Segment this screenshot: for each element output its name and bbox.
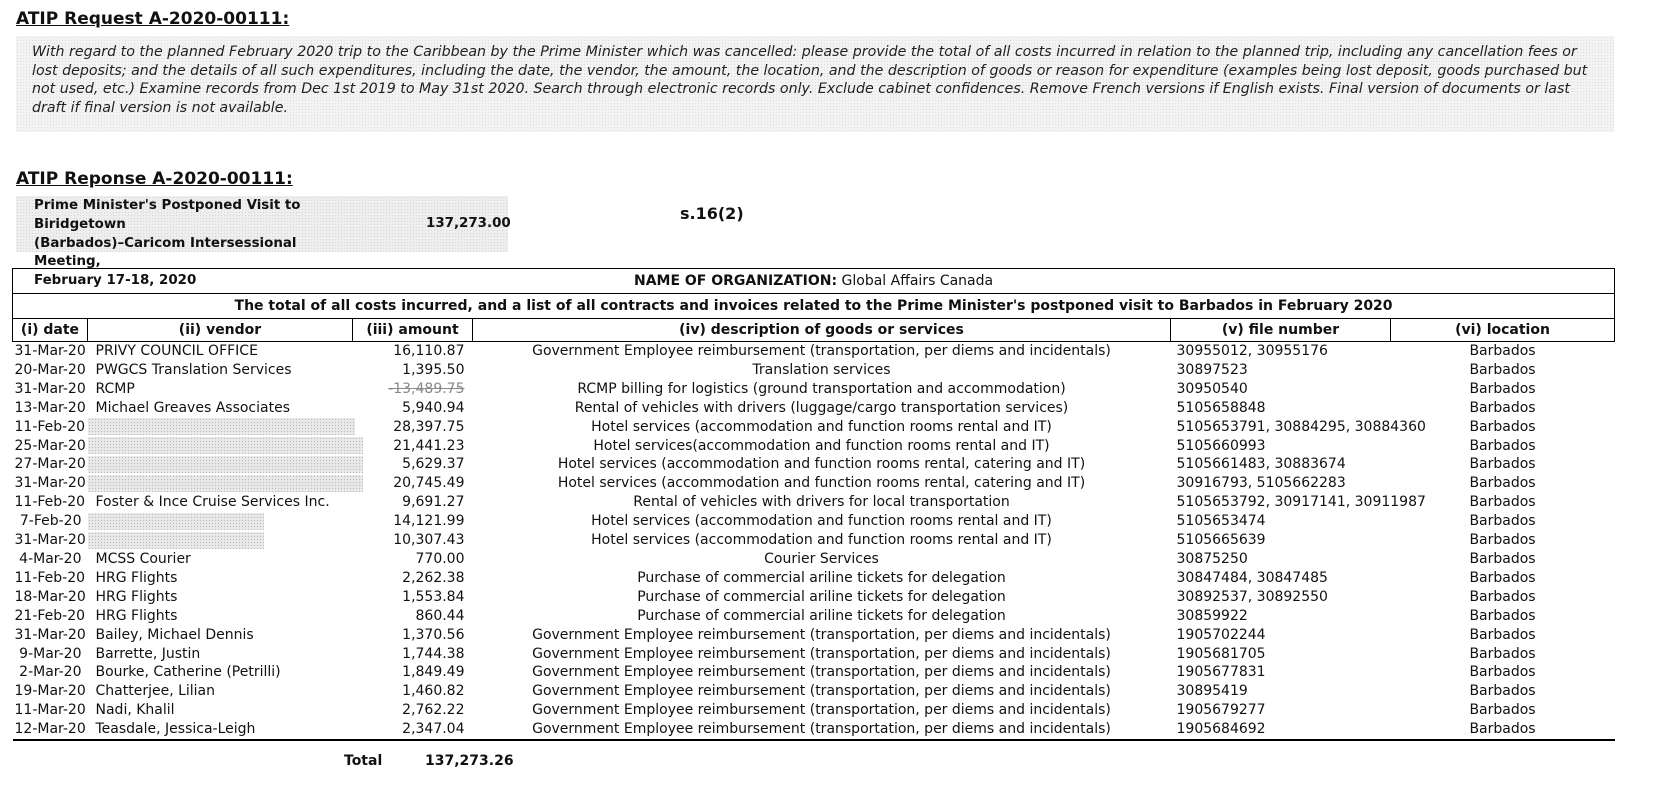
cell-file-number-text: 5105665639 — [1176, 532, 1266, 549]
cell-date — [13, 701, 88, 720]
table-row — [13, 645, 1615, 664]
cell-amount — [353, 437, 473, 456]
cell-date-text: 4-Mar-20 — [19, 550, 82, 567]
cell-description-text: Translation services — [752, 361, 891, 378]
cell-amount — [353, 531, 473, 550]
cell-date — [13, 682, 88, 701]
cell-date-text: 31-Mar-20 — [14, 343, 86, 359]
cell-amount-text: 860.44 — [415, 607, 465, 624]
cell-vendor-text: HRG Flights — [95, 607, 178, 624]
cell-vendor — [88, 361, 353, 380]
table-row — [13, 720, 1615, 740]
table-row — [13, 474, 1615, 493]
organization-name: Global Affairs Canada — [841, 273, 994, 289]
cell-amount-text: 21,441.23 — [393, 437, 465, 454]
cell-vendor — [88, 607, 353, 626]
cell-date — [13, 550, 88, 569]
cell-location-text: Barbados — [1469, 532, 1536, 549]
cell-amount — [353, 455, 473, 474]
cell-vendor-text: Barrette, Justin — [95, 645, 201, 662]
cell-location — [1391, 607, 1615, 626]
expenditure-table — [12, 268, 1615, 741]
cell-date-text: 27-Mar-20 — [14, 456, 86, 473]
cell-amount — [353, 607, 473, 626]
cell-file-number — [1171, 474, 1391, 493]
cell-description-text: Purchase of commercial ariline tickets for delegation — [637, 569, 1006, 586]
redaction-block — [88, 513, 264, 530]
cell-vendor — [88, 701, 353, 720]
cell-amount — [353, 361, 473, 380]
cell-description — [473, 626, 1171, 645]
cell-description — [473, 645, 1171, 664]
cell-description — [473, 682, 1171, 701]
cell-file-number — [1171, 380, 1391, 399]
cell-description — [473, 663, 1171, 682]
cell-description — [473, 720, 1171, 740]
cell-date-text: 11-Feb-20 — [14, 569, 86, 586]
cell-file-number — [1171, 531, 1391, 550]
cell-location-text: Barbados — [1469, 418, 1536, 435]
cell-amount — [353, 512, 473, 531]
cell-location-text: Barbados — [1469, 607, 1536, 624]
section-reference: s.16(2) — [680, 204, 744, 223]
cell-file-number — [1171, 418, 1426, 437]
cell-location — [1391, 569, 1615, 588]
cell-file-number-text: 30895419 — [1176, 683, 1248, 700]
cell-amount-text: 28,397.75 — [393, 418, 465, 435]
cell-amount — [353, 569, 473, 588]
cell-description — [473, 380, 1171, 399]
cell-location — [1391, 380, 1615, 399]
cell-description — [473, 399, 1171, 418]
cell-description-text: Rental of vehicles with drivers (luggage/cargo transportation services) — [574, 399, 1069, 416]
cell-amount-text: 9,691.27 — [402, 494, 465, 511]
cell-amount-text: 1,849.49 — [402, 664, 465, 681]
cell-location-text: Barbados — [1469, 380, 1536, 397]
cell-date — [13, 418, 88, 437]
cell-amount — [353, 626, 473, 645]
cell-location-text: Barbados — [1469, 475, 1536, 492]
cell-location — [1391, 645, 1615, 664]
table-row — [13, 512, 1615, 531]
cell-date — [13, 569, 88, 588]
table-row — [13, 418, 1615, 437]
cell-file-number — [1171, 569, 1391, 588]
cell-location — [1391, 531, 1615, 550]
cell-date-text: 31-Mar-20 — [14, 475, 86, 492]
header-date: (i) date — [13, 319, 88, 342]
table-row — [13, 399, 1615, 418]
cell-date-text: 11-Feb-20 — [14, 418, 86, 435]
cell-description-text: Government Employee reimbursement (transportation, per diems and incidentals) — [532, 626, 1111, 643]
cell-description — [473, 550, 1171, 569]
cell-date-text: 31-Mar-20 — [14, 626, 86, 643]
cell-location-text: Barbados — [1469, 664, 1536, 681]
cell-file-number — [1171, 588, 1391, 607]
cell-vendor — [88, 588, 353, 607]
cell-description — [473, 569, 1171, 588]
cell-date — [13, 645, 88, 664]
cell-location — [1391, 663, 1615, 682]
cell-location-text: Barbados — [1469, 399, 1536, 416]
cell-description-text: Hotel services (accommodation and function rooms rental and IT) — [591, 418, 1052, 435]
cell-location — [1391, 437, 1615, 456]
cell-amount — [353, 399, 473, 418]
cell-vendor — [88, 342, 353, 361]
cell-date-text: 20-Mar-20 — [14, 361, 86, 378]
cell-description — [473, 455, 1171, 474]
header-description: (iv) description of goods or services — [473, 319, 1171, 342]
header-location: (vi) location — [1391, 319, 1615, 342]
cell-description-text: Hotel services (accommodation and function rooms rental and IT) — [591, 532, 1052, 549]
table-row — [13, 569, 1615, 588]
cell-date — [13, 607, 88, 626]
request-title: ATIP Request A-2020-00111: — [16, 9, 290, 29]
table-row — [13, 588, 1615, 607]
header-file-number: (v) file number — [1171, 319, 1391, 342]
cell-amount — [353, 682, 473, 701]
cell-amount-text: 5,940.94 — [402, 399, 465, 416]
cell-date-text: 11-Mar-20 — [14, 702, 86, 719]
cell-amount — [353, 474, 473, 493]
cell-description-text: Hotel services (accommodation and function rooms rental, catering and IT) — [557, 475, 1086, 492]
cell-amount-text: 20,745.49 — [393, 475, 465, 492]
cell-file-number — [1171, 701, 1391, 720]
request-text-box — [16, 36, 1614, 132]
cell-amount-text: 14,121.99 — [393, 513, 465, 530]
cell-description — [473, 342, 1171, 361]
cell-description-text: Hotel services (accommodation and function rooms rental, catering and IT) — [557, 456, 1086, 473]
cell-description — [473, 493, 1171, 512]
cell-file-number-text: 30859922 — [1176, 607, 1248, 624]
cell-amount — [353, 663, 473, 682]
cell-location-text: Barbados — [1469, 721, 1536, 738]
cell-amount-text: 2,762.22 — [402, 702, 465, 719]
table-row — [13, 682, 1615, 701]
cell-description-text: Government Employee reimbursement (transportation, per diems and incidentals) — [532, 343, 1111, 359]
cell-location — [1391, 474, 1615, 493]
cell-date — [13, 361, 88, 380]
cell-file-number — [1171, 607, 1391, 626]
cell-vendor-text: Nadi, Khalil — [95, 702, 175, 719]
cell-description-text: Purchase of commercial ariline tickets for delegation — [637, 588, 1006, 605]
cell-file-number-text: 5105653474 — [1176, 513, 1266, 530]
cell-description — [473, 437, 1171, 456]
cell-location-text: Barbados — [1469, 494, 1536, 511]
cell-date-text: 19-Mar-20 — [14, 683, 86, 700]
cell-date — [13, 588, 88, 607]
cell-amount-text: 1,460.82 — [402, 683, 465, 700]
cell-file-number — [1171, 720, 1391, 740]
cell-file-number-text: 1905684692 — [1176, 721, 1266, 738]
cell-location-text: Barbados — [1469, 569, 1536, 586]
cell-amount-text: 5,629.37 — [402, 456, 465, 473]
cell-amount — [353, 645, 473, 664]
cell-vendor — [88, 663, 353, 682]
cell-description-text: Hotel services(accommodation and function rooms rental and IT) — [593, 437, 1050, 454]
cell-vendor — [88, 512, 353, 531]
cell-amount-text: 1,395.50 — [402, 361, 465, 378]
cell-location-text: Barbados — [1469, 683, 1536, 700]
cell-vendor-text: MCSS Courier — [95, 550, 191, 567]
request-text: With regard to the planned February 2020 trip to the Caribbean by the Prime Minister which was cancelled: please provide the total of all costs incurred in relation to the planned trip, including any cancellation fees or lost deposits; and the details of all such expenditures, including the date, the vendor, the amount, the location, and the description of goods or reason for expenditure (examples being lost deposit, goods purchased but not used, etc.) Examine records from Dec 1st 2019 to May 31st 2020. Search through electronic records only. Exclude cabinet confidences. Remove French versions if English exists. Final version of documents or last draft if final version is not available. — [32, 44, 1588, 116]
cell-amount — [353, 588, 473, 607]
summary-label: Prime Minister's Postponed Visit to Biridgetown (Barbados)–Caricom Intersessional Meeting, February 17-18, 2020 — [34, 198, 301, 289]
cell-description — [473, 531, 1171, 550]
cell-vendor — [88, 380, 353, 399]
cell-date — [13, 720, 88, 740]
cell-vendor-text: Michael Greaves Associates — [95, 399, 290, 416]
total-label: Total — [344, 753, 383, 769]
cell-amount-text: 10,307.43 — [393, 532, 465, 549]
cell-vendor — [88, 626, 353, 645]
cell-date-text: 11-Feb-20 — [14, 494, 86, 511]
cell-file-number — [1171, 645, 1391, 664]
cell-description-text: Government Employee reimbursement (transportation, per diems and incidentals) — [532, 645, 1111, 662]
cell-description — [473, 512, 1171, 531]
cell-description-text: RCMP billing for logistics (ground transportation and accommodation) — [577, 380, 1066, 397]
table-row — [13, 626, 1615, 645]
cell-amount-text: -13,489.75 — [388, 380, 465, 397]
cell-location — [1391, 550, 1615, 569]
cell-vendor-text: PRIVY COUNCIL OFFICE — [95, 343, 258, 359]
cell-location-text: Barbados — [1469, 361, 1536, 378]
cell-date-text: 12-Mar-20 — [14, 721, 86, 738]
cell-vendor — [88, 645, 353, 664]
redaction-block — [88, 456, 363, 473]
cell-description-text: Government Employee reimbursement (transportation, per diems and incidentals) — [532, 664, 1111, 681]
cell-date-text: 21-Feb-20 — [14, 607, 86, 624]
cell-vendor — [88, 493, 353, 512]
cell-vendor — [88, 437, 353, 456]
cell-description-text: Government Employee reimbursement (transportation, per diems and incidentals) — [532, 702, 1111, 719]
cell-amount-text: 1,553.84 — [402, 588, 465, 605]
cell-vendor — [88, 418, 353, 437]
cell-vendor — [88, 569, 353, 588]
cell-location — [1391, 626, 1615, 645]
table-row — [13, 663, 1615, 682]
cell-date-text: 18-Mar-20 — [14, 588, 86, 605]
cell-amount — [353, 342, 473, 361]
redaction-block — [88, 532, 264, 549]
cell-location — [1391, 720, 1615, 740]
cell-description-text: Hotel services (accommodation and function rooms rental and IT) — [591, 513, 1052, 530]
cell-date — [13, 531, 88, 550]
cell-file-number-text: 30892537, 30892550 — [1176, 588, 1328, 605]
table-row — [13, 437, 1615, 456]
cell-file-number-text: 30875250 — [1176, 550, 1248, 567]
cell-vendor — [88, 550, 353, 569]
cell-file-number-text: 30897523 — [1176, 361, 1248, 378]
cell-description-text: Government Employee reimbursement (transportation, per diems and incidentals) — [532, 683, 1111, 700]
cell-location-text: Barbados — [1469, 626, 1536, 643]
summary-amount: 137,273.00 — [426, 216, 511, 231]
cell-date — [13, 399, 88, 418]
cell-file-number-text: 5105660993 — [1176, 437, 1266, 454]
cell-location-text: Barbados — [1469, 588, 1536, 605]
cell-date-text: 9-Mar-20 — [19, 645, 82, 662]
table-row — [13, 531, 1615, 550]
cell-date-text: 31-Mar-20 — [14, 380, 86, 397]
cell-amount-text: 1,370.56 — [402, 626, 465, 643]
cell-date-text: 13-Mar-20 — [14, 399, 86, 416]
cell-date — [13, 493, 88, 512]
cell-file-number-text: 30950540 — [1176, 380, 1248, 397]
cell-location-text: Barbados — [1469, 645, 1536, 662]
redaction-block — [88, 475, 363, 492]
cell-file-number — [1171, 682, 1391, 701]
cell-vendor — [88, 455, 353, 474]
cell-date — [13, 342, 88, 361]
cell-file-number-text: 1905677831 — [1176, 664, 1266, 681]
cell-description-text: Government Employee reimbursement (transportation, per diems and incidentals) — [532, 721, 1111, 738]
cell-date-text: 25-Mar-20 — [14, 437, 86, 454]
table-row — [13, 361, 1615, 380]
cell-description — [473, 607, 1171, 626]
summary-box — [16, 196, 511, 289]
cell-description — [473, 361, 1171, 380]
cell-date — [13, 380, 88, 399]
cell-date-text: 31-Mar-20 — [14, 532, 86, 549]
cell-location — [1391, 701, 1615, 720]
table-row — [13, 455, 1615, 474]
table-row — [13, 701, 1615, 720]
cell-amount-text: 2,347.04 — [402, 721, 465, 738]
cell-file-number — [1171, 455, 1391, 474]
cell-date — [13, 663, 88, 682]
cell-file-number — [1171, 550, 1391, 569]
cell-amount — [353, 701, 473, 720]
organization-row — [13, 269, 1615, 294]
cell-vendor — [88, 720, 353, 740]
cell-file-number — [1171, 493, 1426, 512]
cell-location — [1391, 361, 1615, 380]
cell-file-number-text: 30847484, 30847485 — [1176, 569, 1328, 586]
organization-label: NAME OF ORGANIZATION: — [633, 273, 838, 289]
cell-file-number — [1171, 342, 1391, 361]
cell-amount — [353, 720, 473, 740]
cell-location-text: Barbados — [1469, 513, 1536, 530]
cell-date — [13, 437, 88, 456]
cell-file-number-text: 1905702244 — [1176, 626, 1266, 643]
cell-location — [1391, 399, 1615, 418]
cell-vendor-text: Chatterjee, Lilian — [95, 683, 216, 700]
cell-date-text: 2-Mar-20 — [19, 664, 82, 681]
cell-date — [13, 474, 88, 493]
cell-vendor-text: Bourke, Catherine (Petrilli) — [95, 664, 281, 681]
cell-amount — [353, 550, 473, 569]
cell-amount-text: 2,262.38 — [402, 569, 465, 586]
cell-amount — [353, 493, 473, 512]
cell-amount-text: 770.00 — [415, 550, 465, 567]
cell-file-number-text: 5105658848 — [1176, 399, 1266, 416]
cell-file-number — [1171, 361, 1391, 380]
cell-vendor-text: PWGCS Translation Services — [95, 361, 292, 378]
cell-description-text: Purchase of commercial ariline tickets for delegation — [637, 607, 1006, 624]
cell-amount-text: 1,744.38 — [402, 645, 465, 662]
table-subtitle: The total of all costs incurred, and a list of all contracts and invoices related to the Prime Minister's postponed visit to Barbados in February 2020 — [13, 294, 1615, 319]
total-value: 137,273.26 — [425, 753, 514, 769]
cell-date — [13, 512, 88, 531]
cell-amount — [353, 380, 473, 399]
cell-location — [1391, 512, 1615, 531]
cell-date — [13, 455, 88, 474]
cell-file-number-text: 30916793, 5105662283 — [1176, 475, 1346, 492]
cell-location-text: Barbados — [1469, 702, 1536, 719]
cell-file-number-text: 5105653792, 30917141, 30911987 — [1176, 494, 1426, 511]
header-vendor: (ii) vendor — [88, 319, 353, 342]
cell-file-number-text: 5105653791, 30884295, 30884360 — [1176, 418, 1426, 435]
table-row — [13, 380, 1615, 399]
cell-description — [473, 701, 1171, 720]
cell-vendor-text: HRG Flights — [95, 588, 178, 605]
cell-amount — [353, 418, 473, 437]
cell-date — [13, 626, 88, 645]
cell-file-number — [1171, 437, 1391, 456]
cell-file-number — [1171, 626, 1391, 645]
cell-vendor-text: HRG Flights — [95, 569, 178, 586]
cell-vendor-text: Foster & Ince Cruise Services Inc. — [95, 494, 330, 511]
cell-file-number-text: 30955012, 30955176 — [1176, 343, 1328, 359]
cell-vendor — [88, 474, 353, 493]
cell-location — [1391, 682, 1615, 701]
cell-location — [1391, 342, 1615, 361]
table-row — [13, 607, 1615, 626]
cell-vendor-text: Bailey, Michael Dennis — [95, 626, 254, 643]
cell-file-number — [1171, 663, 1391, 682]
cell-location-text: Barbados — [1469, 456, 1536, 473]
cell-location — [1391, 588, 1615, 607]
redaction-block — [88, 418, 355, 435]
table-subtitle-row — [13, 294, 1615, 319]
cell-file-number — [1171, 512, 1391, 531]
cell-location-text: Barbados — [1469, 550, 1536, 567]
response-title: ATIP Reponse A-2020-00111: — [16, 169, 293, 189]
cell-file-number-text: 5105661483, 30883674 — [1176, 456, 1346, 473]
cell-vendor — [88, 682, 353, 701]
cell-description-text: Courier Services — [764, 550, 879, 567]
cell-description — [473, 588, 1171, 607]
table-row — [13, 550, 1615, 569]
table-row — [13, 342, 1615, 361]
cell-file-number-text: 1905681705 — [1176, 645, 1266, 662]
cell-location-text: Barbados — [1469, 343, 1536, 359]
cell-description — [473, 474, 1171, 493]
cell-date-text: 7-Feb-20 — [19, 513, 82, 530]
cell-vendor-text: Teasdale, Jessica-Leigh — [95, 721, 256, 738]
cell-amount-text: 16,110.87 — [393, 343, 465, 359]
cell-location-text: Barbados — [1469, 437, 1536, 454]
cell-description — [473, 418, 1171, 437]
table-row — [13, 493, 1615, 512]
cell-file-number-text: 1905679277 — [1176, 702, 1266, 719]
redaction-block — [88, 437, 363, 454]
cell-location — [1391, 455, 1615, 474]
cell-description-text: Rental of vehicles with drivers for local transportation — [633, 494, 1010, 511]
cell-file-number — [1171, 399, 1391, 418]
cell-vendor-text: RCMP — [95, 380, 135, 397]
cell-vendor — [88, 531, 353, 550]
header-amount: (iii) amount — [353, 319, 473, 342]
column-header-row — [13, 319, 1615, 342]
cell-vendor — [88, 399, 353, 418]
